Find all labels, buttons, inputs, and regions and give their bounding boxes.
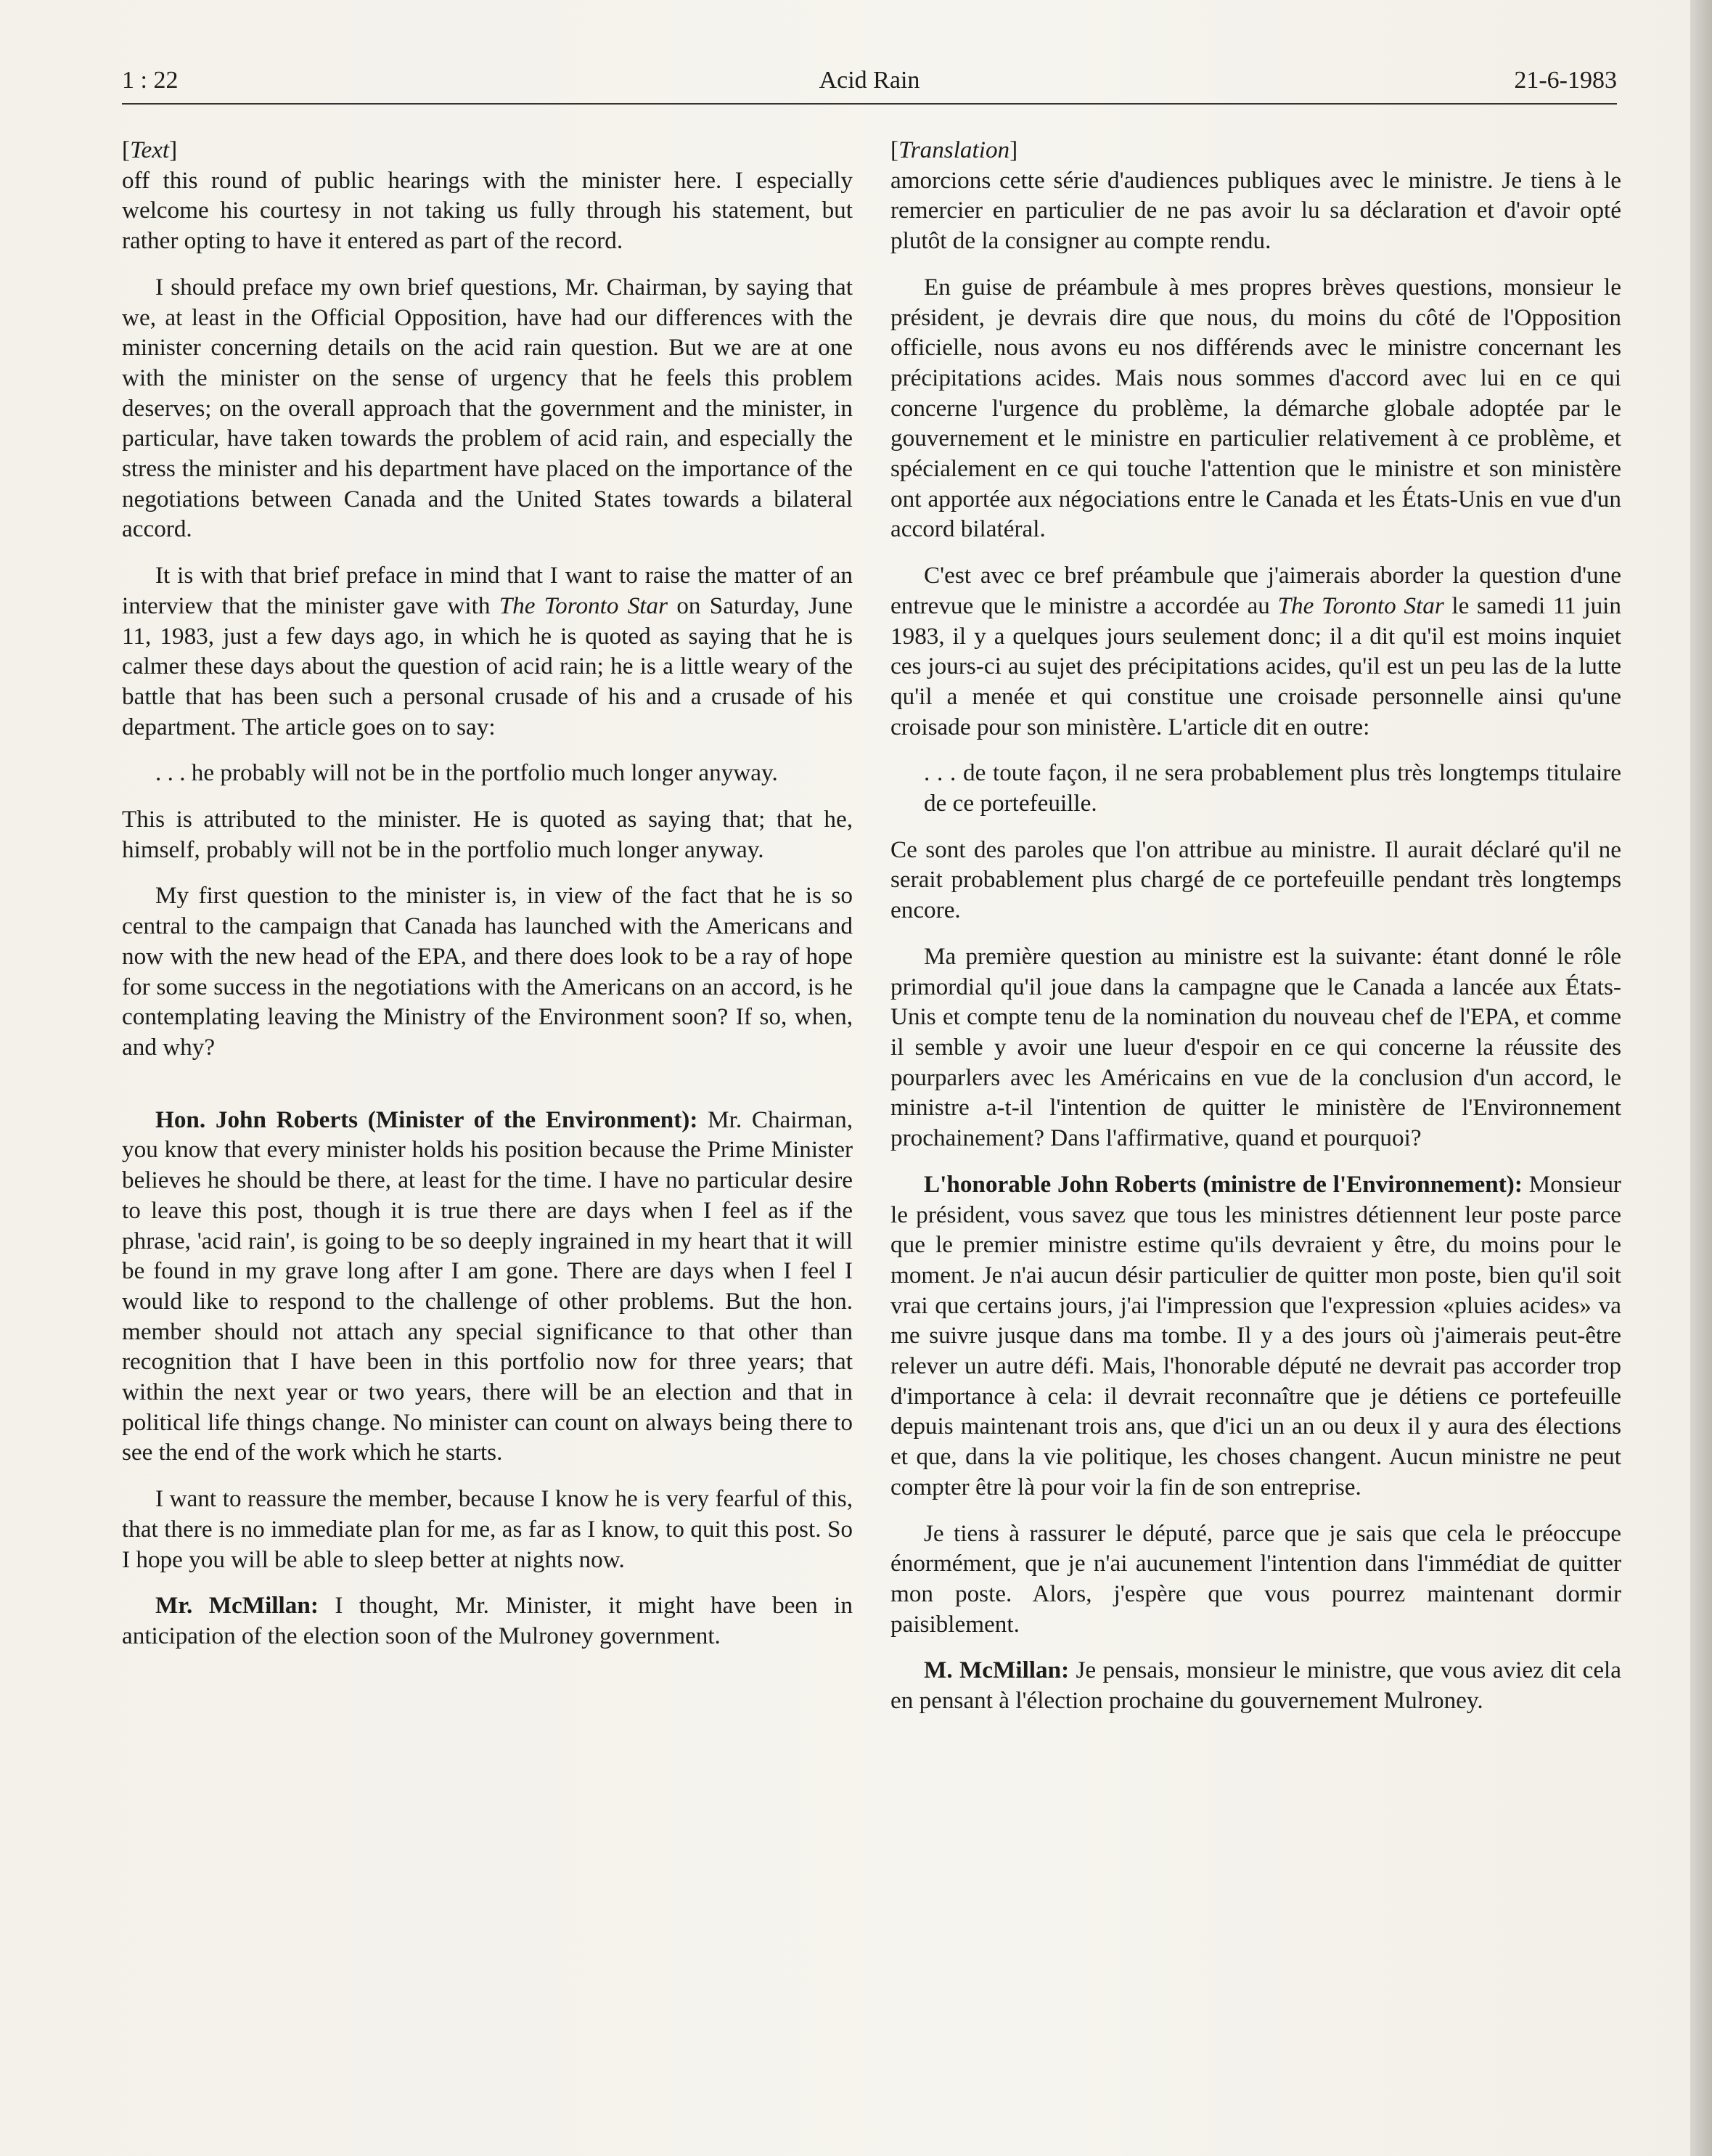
paragraph: I want to reassure the member, because I know he is very fearful of this, that there is no immediate plan for me, as far as I know, to quit this post. So I hope you will be able to sleep better at nights now. [122,1485,853,1573]
speaker-name: L'honorable John Roberts (ministre de l'Environnement): [924,1170,1523,1198]
block-quote: . . . he probably will not be in the portfolio much longer anyway. [155,759,778,787]
newspaper-title: The Toronto Star [1277,592,1444,619]
header-rule [122,103,1617,105]
speaker-name: M. McMillan: [924,1657,1070,1684]
paragraph: My first question to the minister is, in view of the fact that he is so central to the campaign that Canada has launched with the Americans and now with the new head of the EPA, and there does look to be a ray of hope for some success in the negotiations with the Americans on an accord, is he contemplating leaving the Ministry of the Environment soon? If so, when, and why? [122,882,853,1061]
speaker-name: Mr. McMillan: [155,1592,319,1620]
page-number: 1 : 22 [122,67,179,94]
paragraph: It is with that brief preface in mind that I want to raise the matter of an interview that the minister gave with The Toronto Star on Saturday, June 11, 1983, just a few days ago, in which he is quoted as saying that he is calmer these days about the question of acid rain; he is a little weary of the battle that has been such a personal crusade of his and a crusade of his department. The article goes on to say: [122,562,853,740]
paragraph: This is attributed to the minister. He is quoted as saying that; that he, himself, probably will not be in the portfolio much longer anyway. [122,806,853,863]
english-column [122,135,853,1667]
block-quote: . . . de toute façon, il ne sera probablement plus très longtemps titulaire de ce portefeuille. [924,759,1621,817]
paragraph: I should preface my own brief questions, Mr. Chairman, by saying that we, at least in the Official Opposition, have had our differences with the minister concerning details on the acid rain question. But we are at one with the minister on the sense of urgency that he feels this problem deserves; on the overall approach that the government and the minister, in particular, have taken towards the problem of acid rain, and especially the stress the minister and his department have placed on the importance of the negotiations between Canada and the United States towards a bilateral accord. [122,273,853,543]
text-tag: [Text] [122,136,178,163]
paragraph: En guise de préambule à mes propres brèves questions, monsieur le président, je devrais dire que nous, du moins du côté de l'Opposition officielle, nous avons eu nos différends avec le ministre concernant les précipitations acides. Mais nous sommes d'accord avec lui en ce qui concerne l'urgence du problème, la démarche globale adoptée par le gouvernement et le ministre en particulier relativement à ce problème, et spécialement en ce qui touche l'attention que le ministre et son ministère ont apportée aux négociations entre le Canada et les États-Unis en vue d'un accord bilatéral. [890,273,1621,543]
page-header [122,67,1617,105]
speech-mcmillan: M. McMillan: Je pensais, monsieur le ministre, que vous aviez dit cela en pensant à l'élection prochaine du gouvernement Mulroney. [890,1657,1622,1715]
paragraph: Je tiens à rassurer le député, parce que je sais que cela le préoccupe énormément, que je n'ai aucunement l'intention dans l'immédiat de quitter mon poste. Alors, j'espère que vous pourrez maintenant dormir paisiblement. [890,1519,1621,1638]
page-edge-shadow [1690,0,1712,2156]
paragraph: Ma première question au ministre est la suivante: étant donné le rôle primordial qu'il joue dans la campagne que le Canada a lancée aux États-Unis et compte tenu de la nomination du nouveau chef de l'EPA, et comme il semble y avoir une lueur d'espoir en ce qui concerne la réussite des pourparlers avec les Américains en vue de la conclusion d'un accord, le ministre a-t-il l'intention de quitter le ministère de l'Environnement prochainement? Dans l'affirmative, quand et pourquoi? [890,942,1621,1152]
header-date: 21-6-1983 [1514,67,1617,94]
paragraph: C'est avec ce bref préambule que j'aimerais aborder la question d'une entrevue que le ministre a accordée au The Toronto Star le samedi 11 juin 1983, il y a quelques jours seulement donc; il a dit qu'il est moins inquiet ces jours-ci au sujet des précipitations acides, qu'il est un peu las de la lutte qu'il a menée et qui constitue une croisade personnelle ainsi qu'une croisade pour son ministère. L'article dit en outre: [890,562,1621,740]
speech-roberts: L'honorable John Roberts (ministre de l'Environnement): Monsieur le président, vous savez que tous les ministres détiennent leur poste parce que le premier ministre estime qu'ils devraient y être, du moins pour le moment. Je n'ai aucun désir particulier de quitter mon poste, bien qu'il soit vrai que certains jours, j'ai l'impression que l'expression «pluies acides» va me suivre jusque dans ma tombe. Il y a des jours où j'aimerais peut-être relever un autre défi. Mais, l'honorable député ne devrait pas accorder trop d'importance à cela: il devrait reconnaître que je détiens ce portefeuille depuis maintenant trois ans, que d'ici un an ou deux il y aura des élections et que, dans la vie politique, les choses changent. Aucun ministre ne peut compter être là pour voir la fin de son entreprise. [890,1170,1621,1500]
speaker-name: Hon. John Roberts (Minister of the Environment): [155,1106,698,1133]
translation-tag: [Translation] [890,136,1018,163]
paragraph: off this round of public hearings with the minister here. I especially welcome his courtesy in not taking us fully through his statement, but rather opting to have it entered as part of the record. [122,166,853,255]
speech-roberts: Hon. John Roberts (Minister of the Environment): Mr. Chairman, you know that every minister holds his position because the Prime Minister believes he should be there, at least for the time. I have no particular desire to leave this post, though it is true there are days when I feel as if the phrase, 'acid rain', is going to be so deeply ingrained in my heart that it will be found in my grave long after I am gone. There are days when I feel I would like to respond to the challenge of other problems. But the hon. member should not attach any special significance to that other than recognition that I have been in this portfolio now for three years; that within the next year or two years, there will be an election and that in political life things change. No minister can count on always being there to see the end of the work which he starts. [122,1106,853,1466]
speech-mcmillan: Mr. McMillan: I thought, Mr. Minister, it might have been in anticipation of the election soon of the Mulroney government. [122,1592,853,1649]
french-column [890,135,1621,1732]
newspaper-title: The Toronto Star [499,592,668,619]
paragraph: Ce sont des paroles que l'on attribue au ministre. Il aurait déclaré qu'il ne serait probablement plus chargé de ce portefeuille pendant très longtemps encore. [890,836,1621,924]
paragraph: amorcions cette série d'audiences publiques avec le ministre. Je tiens à le remercier en particulier de ne pas avoir lu sa déclaration et d'avoir opté plutôt de la consigner au compte rendu. [890,166,1621,255]
running-title: Acid Rain [819,67,920,94]
